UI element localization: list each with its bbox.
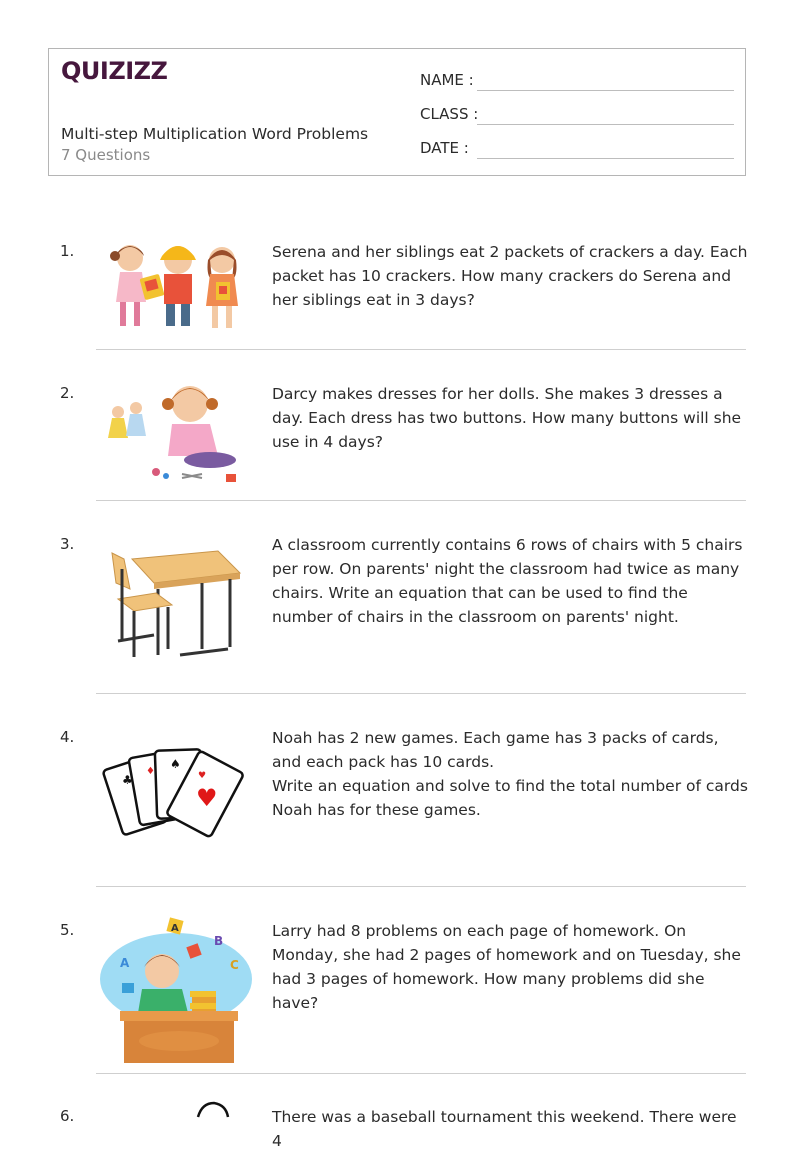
question-number: 5. [60,921,75,939]
question-number: 1. [60,242,75,260]
question-divider [96,349,746,350]
question-divider [96,886,746,887]
svg-text:♠: ♠ [170,757,181,771]
svg-text:♥: ♥ [198,771,207,781]
question-number: 6. [60,1107,75,1125]
girl-making-doll-dresses-illustration [98,378,254,490]
date-label: DATE : [420,139,469,157]
question-text: Serena and her siblings eat 2 packets of crackers a day. Each packet has 10 crackers. How many crackers do Serena and her siblings eat in 3 days? [272,243,748,309]
date-line[interactable] [477,158,734,159]
svg-text:♣: ♣ [122,773,133,787]
baseball-bat-illustration [98,1101,254,1117]
question-text: Larry had 8 problems on each page of homework. On Monday, she had 2 pages of homework and on Tuesday, she had 3 pages of homework. How many problems did she have? [272,922,741,1012]
svg-text:A: A [120,956,130,970]
question-count: 7 Questions [61,146,151,164]
name-label: NAME : [420,71,474,89]
svg-text:C: C [230,958,239,972]
kids-with-crackers-illustration [98,236,254,338]
quizizz-logo [61,59,167,83]
svg-text:♥: ♥ [196,784,218,812]
question-text-line: Write an equation and solve to find the total number of cards Noah has for these games. [272,777,748,819]
svg-text:B: B [214,934,224,948]
question-divider [96,500,746,501]
question-number: 3. [60,535,75,553]
svg-text:♦: ♦ [146,766,155,777]
question-text: There was a baseball tournament this weekend. There were 4 [272,1108,737,1150]
question-text: A classroom currently contains 6 rows of chairs with 5 chairs per row. On parents' night the classroom had twice as many chairs. Write an equation that can be used to find the number of chairs in the classroom on parents' night. [272,536,743,626]
logo-text: QUIZIZZ [61,57,168,85]
class-line[interactable] [477,124,734,125]
class-label: CLASS : [420,105,479,123]
name-line[interactable] [477,90,734,91]
question-divider [96,693,746,694]
question-number: 4. [60,728,75,746]
boy-doing-homework-illustration [98,915,254,1065]
school-desk-and-chair-illustration [98,529,254,669]
question-divider [96,1073,746,1074]
svg-text:A: A [171,923,179,934]
worksheet-header [48,48,746,176]
name-field[interactable] [420,67,734,91]
date-field[interactable] [420,135,734,159]
question-text: Darcy makes dresses for her dolls. She makes 3 dresses a day. Each dress has two buttons. How many buttons will she use in 4 days? [272,385,742,451]
playing-cards-illustration [98,722,254,872]
question-text-line: Noah has 2 new games. Each game has 3 packs of cards, and each pack has 10 cards. [272,729,719,771]
worksheet-title: Multi-step Multiplication Word Problems [61,125,369,143]
question-number: 2. [60,384,75,402]
question-text [272,726,750,822]
class-field[interactable] [420,101,734,125]
